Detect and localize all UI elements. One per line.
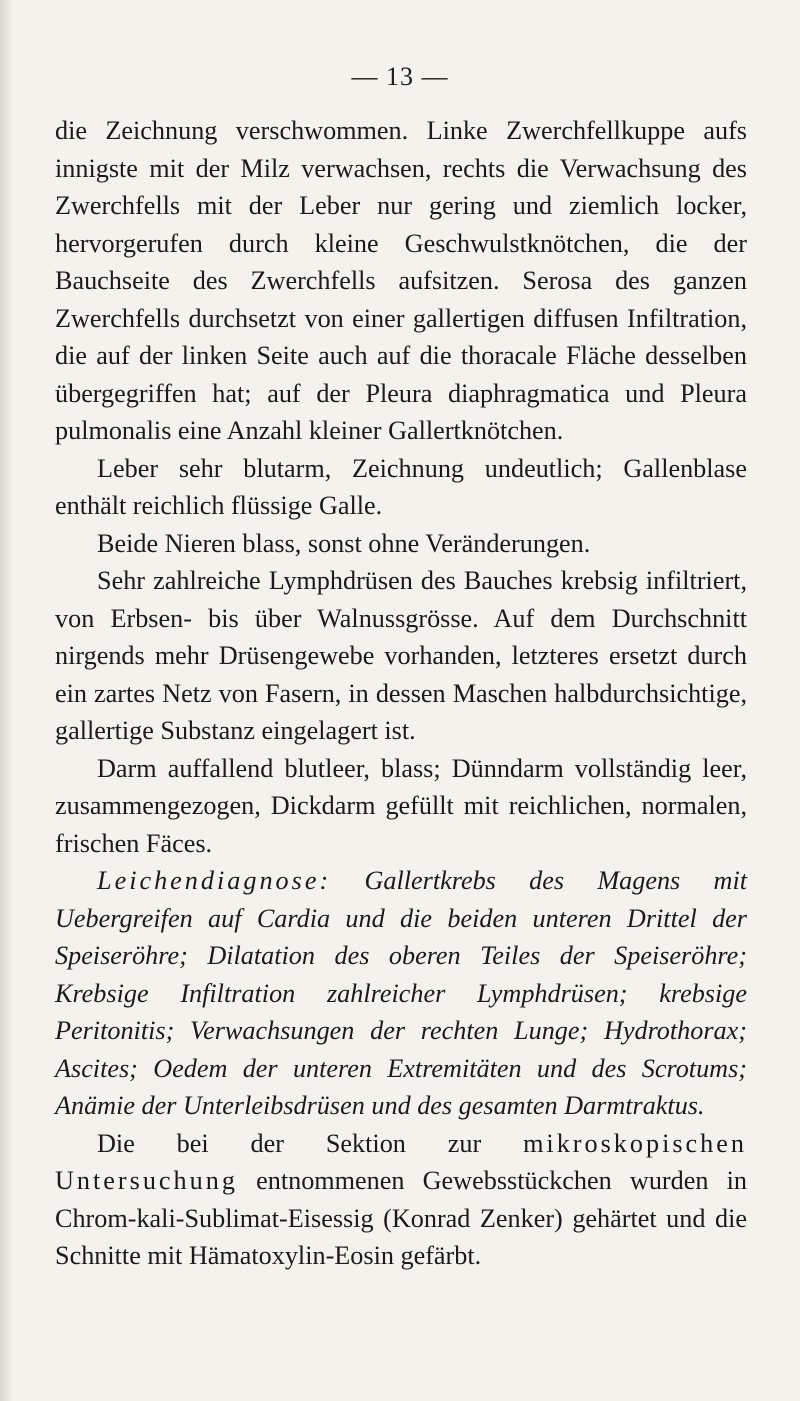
paragraph-microscopy <box>55 1125 747 1275</box>
diagnosis-text: Gallertkrebs des Magens mit Uebergreifen auf Cardia und die beiden unteren Drittel der Speiseröhre; Dilatation des oberen Teiles der Speiseröhre; Krebsige Infiltration zahlreicher Lymphdrüsen; krebsige Peritonitis; Verwachsungen der rechten Lunge; Hydrothorax; Ascites; Oedem der unteren Extremitäten und des Scrotums; Anämie der Unterleibsdrüsen und des gesamten Darmtraktus. <box>55 866 747 1120</box>
page-gutter-shadow <box>0 0 14 1401</box>
microscopy-text-start: Die bei der Sektion zur <box>97 1128 524 1158</box>
paragraph-intestine: Darm auffallend blutleer, blass; Dünndarm vollständig leer, zusammengezogen, Dickdarm gefüllt mit reichlichen, normalen, frischen Fäces. <box>55 753 747 858</box>
microscopy-text-end: entnommenen Gewebsstückchen wurden in Chrom-kali-Sublimat-Eisessig (Konrad Zenker) gehärtet und die Schnitte mit Hämatoxylin-Eosin gefärbt. <box>55 1166 747 1270</box>
paragraph-kidneys: Beide Nieren blass, sonst ohne Veränderungen. <box>97 528 591 558</box>
diagnosis-label: Leichendiagnose: <box>97 866 332 895</box>
page-number: — 13 — <box>351 62 449 91</box>
paragraph-liver: Leber sehr blutarm, Zeichnung undeutlich; Gallenblase enthält reichlich flüssige Galle. <box>55 453 747 520</box>
paragraph-autopsy-diagnosis <box>55 862 747 1125</box>
body-text <box>55 112 747 1275</box>
paragraph-diaphragm: die Zeichnung verschwommen. Linke Zwerchfellkuppe aufs innigste mit der Milz verwachsen, rechts die Verwachsung des Zwerchfells mit der Leber nur gering und ziemlich locker, hervorgerufen durch kleine Geschwulstknötchen, die der Bauchseite des Zwerchfells aufsitzen. Serosa des ganzen Zwerchfells durchsetzt von einer gallertigen diffusen Infiltration, die auf der linken Seite auch auf die thoracale Fläche desselben übergegriffen hat; auf der Pleura diaphragmatica und Pleura pulmonalis eine Anzahl kleiner Gallertknötchen. <box>55 116 747 445</box>
microscopy-emphasis: mikroskopischen Untersuchung <box>55 1128 747 1195</box>
paragraph-lymph-nodes: Sehr zahlreiche Lymphdrüsen des Bauches krebsig infiltriert, von Erbsen- bis über Walnussgrösse. Auf dem Durchschnitt nirgends mehr Drüsengewebe vorhanden, letzteres ersetzt durch ein zartes Netz von Fasern, in dessen Maschen halbdurchsichtige, gallertige Substanz eingelagert ist. <box>55 566 747 745</box>
